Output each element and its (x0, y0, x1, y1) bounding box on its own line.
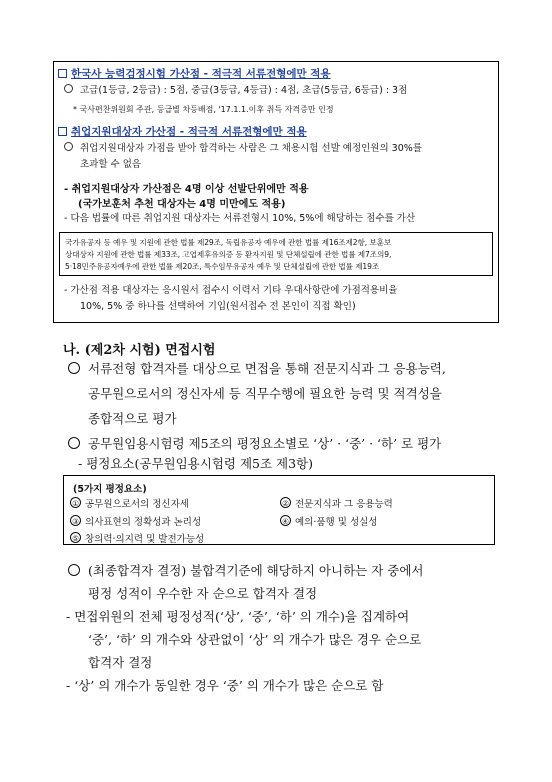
checkbox-square-icon (58, 127, 67, 136)
history-note: * 국사편찬위원회 주관, 등급별 차등배점, '17.1.1.이후 취득 자격증만 인정 (73, 105, 334, 114)
veterans-unit-rule: - 취업지원대상자 가산점은 4명 이상 선발단위에만 적용 (64, 184, 309, 195)
tally-rule-3: 합격자 결정 (88, 655, 153, 670)
circle-bullet-icon (68, 564, 80, 576)
section-title: 나. (제2차 시험) 면접시험 (63, 343, 216, 358)
law-line: 5·18민주유공자예우에 관한 법률 제20조, 특수임무유공자 예우 및 단체설립에 관한 법률 제19조 (65, 262, 380, 271)
application-note: - 가산점 적용 대상자는 응시원서 접수시 이력서 기타 우대사항란에 가점적용비율 (64, 285, 398, 296)
final-decision: (최종합격자 결정) 불합격기준에 해당하지 아니하는 자 중에서 (68, 558, 423, 583)
veterans-unit-exception: (국가보훈처 추천 대상자는 4명 미만에도 적용) (78, 199, 286, 210)
law-line: 상대상자 지원에 관한 법률 제33조, 고엽제후유의증 등 환자지원 및 단체설립에 관한 법률 제7조의9, (65, 250, 392, 259)
interview-desc: 서류전형 합격자를 대상으로 면접을 통해 전문지식과 그 응용능력, (68, 356, 446, 381)
criteria-item: ④ 예의·품행 및 성실성 (280, 514, 377, 528)
circle-bullet-icon (68, 362, 80, 374)
veterans-limit-cont: 초과할 수 없음 (80, 159, 142, 170)
circle-bullet-icon (68, 437, 80, 449)
circle-bullet-icon (64, 84, 73, 93)
criteria-title: (5가지 평정요소) (73, 484, 147, 495)
laws-box (59, 232, 493, 276)
tie-rule: - ‘상’ 의 개수가 동일한 경우 ‘중’ 의 개수가 많은 순으로 함 (66, 678, 384, 693)
final-decision-2: 평정 성적이 우수한 자 순으로 합격자 결정 (88, 586, 318, 601)
criteria-item: ① 공무원으로서의 정신자세 (70, 496, 189, 510)
korean-history-heading: 한국사 능력검정시험 가산점 - 적극적 서류전형에만 적용 (58, 66, 331, 81)
grading-elements-ref: - 평정요소(공무원임용시험령 제5조 제3항) (78, 456, 314, 471)
criteria-item: ⑤ 창의력·의지력 및 발전가능성 (70, 531, 204, 545)
interview-desc-2: 공무원으로서의 정신자세 등 직무수행에 필요한 능력 및 적격성을 (88, 386, 442, 401)
veterans-law-rate: - 다음 법률에 따른 취업지원 대상자는 서류전형시 10%, 5%에 해당하는 점수를 가산 (64, 213, 416, 224)
tally-rule: - 면접위원의 전체 평정성적(‘상’, ‘중’, ‘하’ 의 개수)을 집계하여 (66, 609, 410, 624)
circle-bullet-icon (64, 142, 73, 151)
checkbox-square-icon (58, 69, 67, 78)
law-line: 국가유공자 등 예우 및 지원에 관한 법률 제29조, 독립유공자 예우에 관한 법률 제16조제2항, 보훈보 (65, 238, 392, 247)
criteria-item: ② 전문지식과 그 응용능력 (280, 496, 393, 510)
veterans-heading: 취업지원대상자 가산점 - 적극적 서류전형에만 적용 (58, 124, 307, 139)
application-note-cont: 10%, 5% 중 하나를 선택하여 기입(원서접수 전 본인이 직접 확인) (80, 301, 356, 312)
criteria-item: ③ 의사표현의 정확성과 논리성 (70, 514, 201, 528)
grading-method: 공무원임용시험령 제5조의 평정요소별로 ‘상’ · ‘중’ · ‘하’ 로 평가 (68, 431, 441, 456)
veterans-limit: 취업지원대상자 가점을 받아 합격하는 사람은 그 채용시험 선발 예정인원의 30%를 (64, 141, 422, 157)
tally-rule-2: ‘중’, ‘하’ 의 개수와 상관없이 ‘상’ 의 개수가 많은 경우 순으로 (88, 632, 422, 647)
grade-points: 고급(1등급, 2등급) : 5점, 중급(3등급, 4등급) : 4점, 초급(5등급, 6등급) : 3점 (64, 83, 407, 99)
interview-desc-3: 종합적으로 평가 (88, 411, 177, 426)
